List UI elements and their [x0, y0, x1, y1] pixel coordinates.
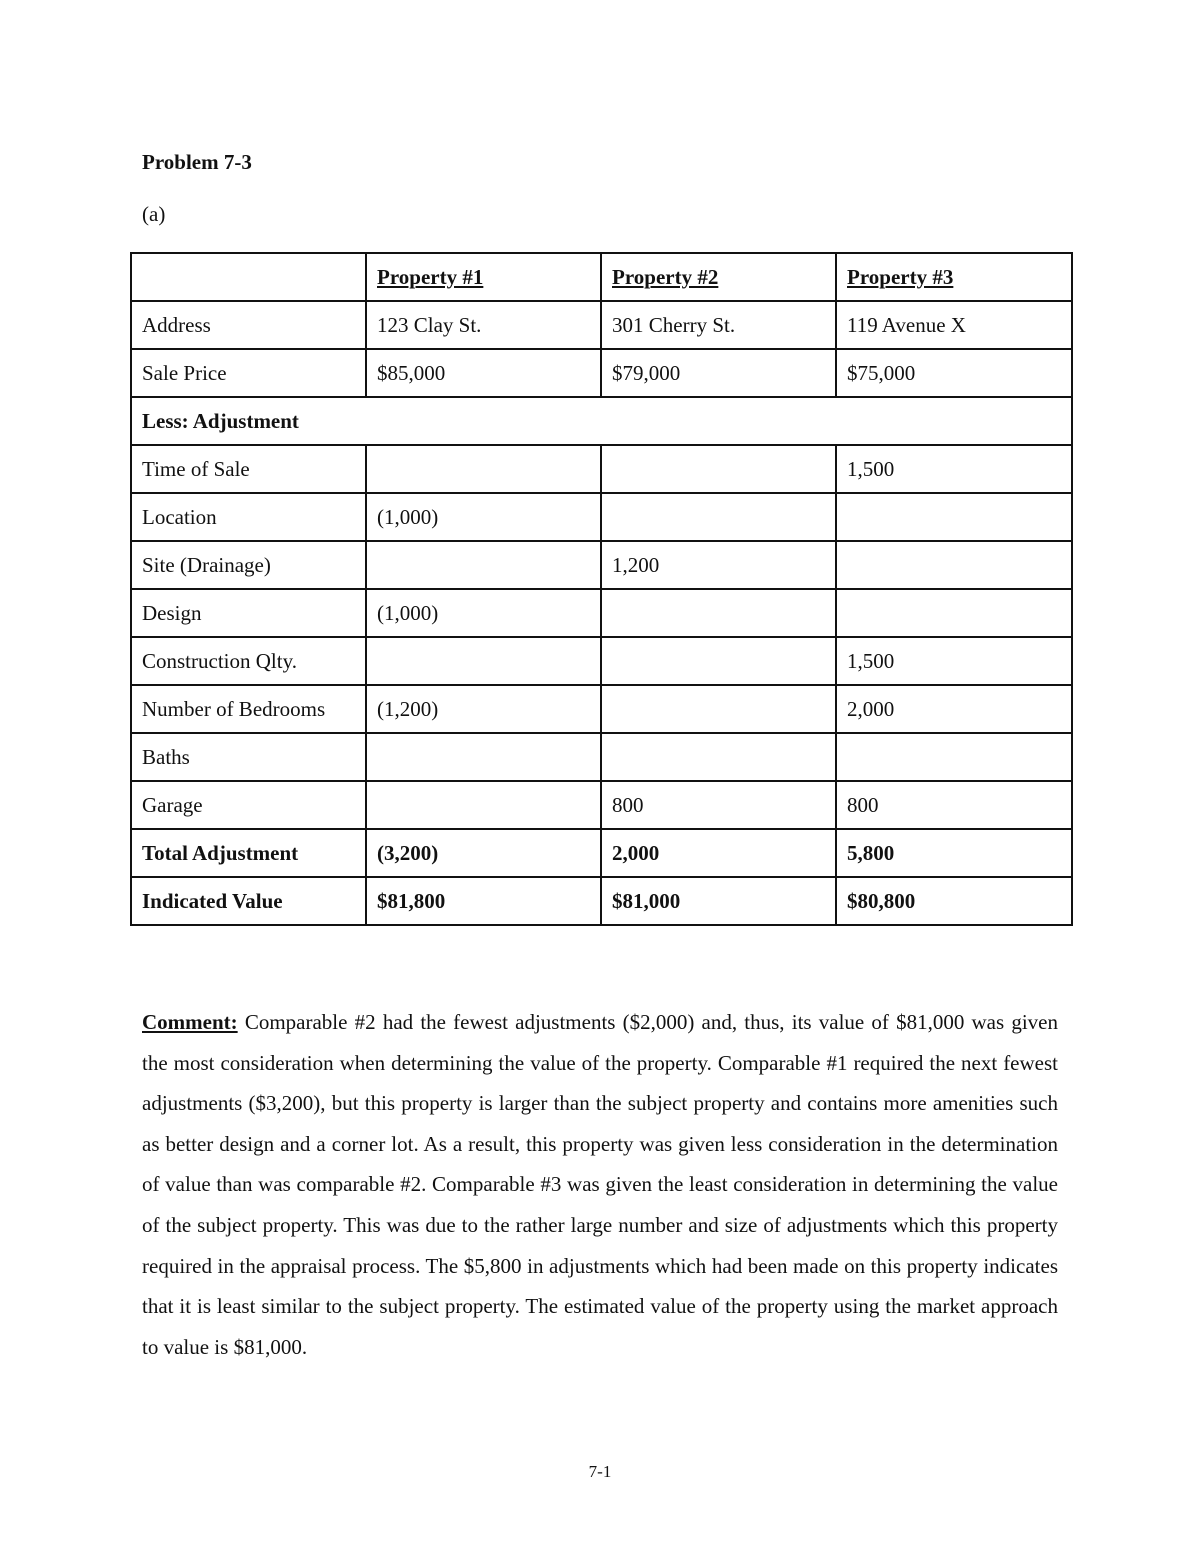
row-label: Garage [131, 781, 366, 829]
cell-property-3: 800 [836, 781, 1072, 829]
cell-property-3: 119 Avenue X [836, 301, 1072, 349]
cell-property-3: 1,500 [836, 445, 1072, 493]
cell-property-1 [366, 637, 601, 685]
row-label: Total Adjustment [131, 829, 366, 877]
cell-property-1 [366, 541, 601, 589]
table-row-sale-price [131, 349, 1072, 397]
cell-property-3 [836, 493, 1072, 541]
cell-property-1: (1,200) [366, 685, 601, 733]
header-blank [131, 253, 366, 301]
cell-property-1: $85,000 [366, 349, 601, 397]
row-label: Construction Qlty. [131, 637, 366, 685]
row-label: Address [131, 301, 366, 349]
cell-property-2 [601, 589, 836, 637]
table-row-baths [131, 733, 1072, 781]
header-property-2: Property #2 [601, 253, 836, 301]
table-row-total-adjustment [131, 829, 1072, 877]
cell-property-2: 1,200 [601, 541, 836, 589]
cell-property-2 [601, 493, 836, 541]
page-number: 7-1 [588, 1462, 612, 1481]
table-row-indicated-value [131, 877, 1072, 925]
comment-label: Comment: [142, 1010, 238, 1034]
cell-property-3: $80,800 [836, 877, 1072, 925]
row-label: Site (Drainage) [131, 541, 366, 589]
row-label: Location [131, 493, 366, 541]
cell-property-3 [836, 541, 1072, 589]
cell-property-1 [366, 781, 601, 829]
cell-property-3: 5,800 [836, 829, 1072, 877]
cell-property-1: $81,800 [366, 877, 601, 925]
cell-property-2: $79,000 [601, 349, 836, 397]
cell-property-2: 800 [601, 781, 836, 829]
row-label: Number of Bedrooms [131, 685, 366, 733]
cell-property-1 [366, 445, 601, 493]
comment-paragraph [142, 1002, 1058, 1367]
table-row-site [131, 541, 1072, 589]
section-label: Less: Adjustment [131, 397, 1072, 445]
cell-property-3: 1,500 [836, 637, 1072, 685]
table-row-section [131, 397, 1072, 445]
row-label: Indicated Value [131, 877, 366, 925]
comparables-table [130, 252, 1073, 926]
cell-property-1: (1,000) [366, 589, 601, 637]
table-row-design [131, 589, 1072, 637]
row-label: Time of Sale [131, 445, 366, 493]
cell-property-2: 301 Cherry St. [601, 301, 836, 349]
table-row-time-of-sale [131, 445, 1072, 493]
cell-property-3 [836, 589, 1072, 637]
row-label: Baths [131, 733, 366, 781]
cell-property-3: $75,000 [836, 349, 1072, 397]
header-property-1: Property #1 [366, 253, 601, 301]
table-row-bedrooms [131, 685, 1072, 733]
row-label: Design [131, 589, 366, 637]
table-row-garage [131, 781, 1072, 829]
row-label: Sale Price [131, 349, 366, 397]
header-property-3: Property #3 [836, 253, 1072, 301]
cell-property-1: 123 Clay St. [366, 301, 601, 349]
table-row-location [131, 493, 1072, 541]
comment-text: Comparable #2 had the fewest adjustments ($2,000) and, thus, its value of $81,000 was given the most consideration when determining the value of the property. Comparable #1 required the next fewest adjustments ($3,200), but this property is larger than the subject property and contains more amenities such as better design and a corner lot. As a result, this property was given less consideration in the determination of value than was comparable #2. Comparable #3 was given the least consideration in determining the value of the subject property. This was due to the rather large number and size of adjustments which this property required in the appraisal process. The $5,800 in adjustments which had been made on this property indicates that it is least similar to the subject property. The estimated value of the property using the market approach to value is $81,000. [142, 1010, 1058, 1359]
cell-property-2: 2,000 [601, 829, 836, 877]
cell-property-2 [601, 637, 836, 685]
cell-property-2: $81,000 [601, 877, 836, 925]
cell-property-2 [601, 733, 836, 781]
cell-property-3 [836, 733, 1072, 781]
table-row-address [131, 301, 1072, 349]
cell-property-1 [366, 733, 601, 781]
table-header-row [131, 253, 1072, 301]
part-label: (a) [142, 202, 166, 226]
cell-property-2 [601, 445, 836, 493]
cell-property-3: 2,000 [836, 685, 1072, 733]
cell-property-1: (1,000) [366, 493, 601, 541]
cell-property-1: (3,200) [366, 829, 601, 877]
table-row-construction [131, 637, 1072, 685]
problem-title: Problem 7-3 [142, 150, 252, 174]
cell-property-2 [601, 685, 836, 733]
